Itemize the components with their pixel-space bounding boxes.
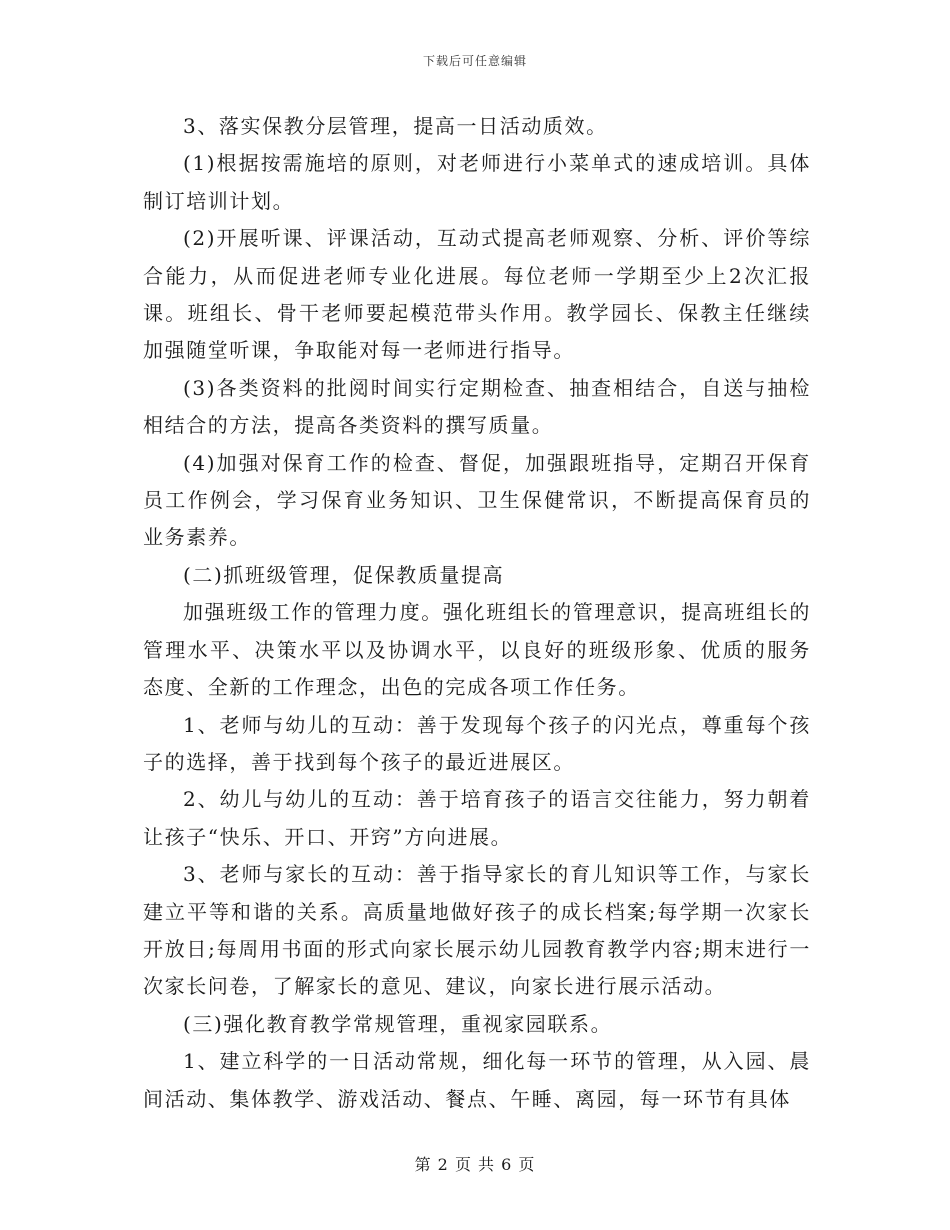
- paragraph: 1、建立科学的一日活动常规，细化每一环节的管理，从入园、晨间活动、集体教学、游戏活动、餐点、午睡、离园，每一环节有具体: [143, 1049, 811, 1111]
- paragraph: (1)根据按需施培的原则，对老师进行小菜单式的速成培训。具体制订培训计划。: [143, 151, 811, 213]
- page-footer: 第 2 页 共 6 页: [414, 1155, 536, 1174]
- paragraph: (3)各类资料的批阅时间实行定期检查、抽查相结合，自送与抽检相结合的方法，提高各类资料的撰写质量。: [143, 375, 811, 438]
- paragraph: 1、老师与幼儿的互动：善于发现每个孩子的闪光点，尊重每个孩子的选择，善于找到每个孩子的最近进展区。: [143, 712, 811, 774]
- page-header: 下载后可任意编辑: [422, 54, 527, 68]
- paragraph: 3、落实保教分层管理，提高一日活动质效。: [183, 114, 608, 138]
- paragraph: (4)加强对保育工作的检查、督促，加强跟班指导，定期召开保育员工作例会，学习保育业务知识、卫生保健常识，不断提高保育员的业务素养。: [143, 450, 811, 550]
- paragraph: 2、幼儿与幼儿的互动：善于培育孩子的语言交往能力，努力朝着让孩子“快乐、开口、开窍”方向进展。: [143, 787, 811, 849]
- section-heading: (三)强化教育教学常规管理，重视家园联系。: [183, 1011, 613, 1036]
- paragraph: 3、老师与家长的互动：善于指导家长的育儿知识等工作，与家长建立平等和谐的关系。高质量地做好孩子的成长档案;每学期一次家长开放日;每周用书面的形式向家长展示幼儿园教育教学内容;期末进行一次家长问卷，了解家长的意见、建议，向家长进行展示活动。: [143, 862, 811, 999]
- section-heading: (二)抓班级管理，促保教质量提高: [183, 562, 505, 587]
- paragraph: (2)开展听课、评课活动，互动式提高老师观察、分析、评价等综合能力，从而促进老师专业化进展。每位老师一学期至少上2次汇报课。班组长、骨干老师要起模范带头作用。教学园长、保教主任继续加强随堂听课，争取能对每一老师进行指导。: [143, 226, 811, 363]
- paragraph: 加强班级工作的管理力度。强化班组长的管理意识，提高班组长的管理水平、决策水平以及协调水平，以良好的班级形象、优质的服务态度、全新的工作理念，出色的完成各项工作任务。: [143, 600, 811, 700]
- document-body: [143, 108, 811, 1118]
